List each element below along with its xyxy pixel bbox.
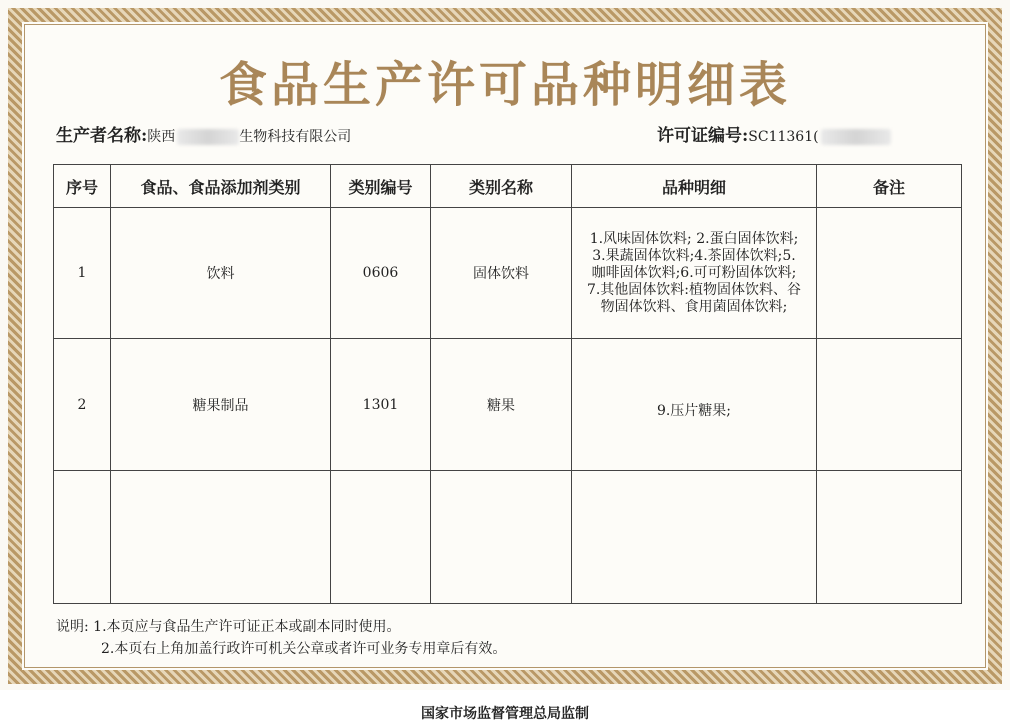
cell-remark bbox=[817, 208, 962, 339]
producer-name-start: 陕西 bbox=[147, 129, 176, 145]
table-row-empty bbox=[54, 471, 962, 604]
cell-category: 糖果制品 bbox=[111, 339, 331, 471]
empty-cell bbox=[431, 471, 572, 604]
license-field bbox=[657, 121, 891, 146]
producer-field bbox=[56, 121, 351, 146]
note-text: 1.本页应与食品生产许可证正本或副本同时使用。 bbox=[93, 619, 401, 635]
producer-name-end: 生物科技有限公司 bbox=[239, 129, 352, 145]
redaction-blur bbox=[821, 129, 891, 145]
header-remark: 备注 bbox=[817, 165, 962, 208]
page-title: 食品生产许可品种明细表 bbox=[218, 57, 791, 113]
detail-line: 3.果蔬固体饮料;4.茶固体饮料;5. bbox=[592, 247, 796, 264]
redaction-blur bbox=[177, 129, 239, 145]
issuer-footer: 国家市场监督管理总局监制 bbox=[421, 706, 589, 722]
empty-cell bbox=[54, 471, 111, 604]
detail-line: 咖啡固体饮料;6.可可粉固体饮料; bbox=[591, 264, 797, 281]
header-name: 类别名称 bbox=[431, 165, 572, 208]
header-code: 类别编号 bbox=[331, 165, 431, 208]
cell-seq: 1 bbox=[54, 208, 111, 339]
empty-cell bbox=[331, 471, 431, 604]
note-line-1 bbox=[56, 616, 506, 638]
header-category: 食品、食品添加剂类别 bbox=[111, 165, 331, 208]
cell-category: 饮料 bbox=[111, 208, 331, 339]
cell-detail bbox=[572, 339, 817, 471]
table-row bbox=[54, 208, 962, 339]
detail-line: 1.风味固体饮料; 2.蛋白固体饮料; bbox=[589, 230, 799, 247]
detail-line: 9.压片糖果; bbox=[656, 403, 732, 419]
cell-remark bbox=[817, 339, 962, 471]
producer-label: 生产者名称: bbox=[56, 126, 148, 146]
cell-seq: 2 bbox=[54, 339, 111, 471]
notes-prefix: 说明: bbox=[56, 619, 89, 635]
empty-cell bbox=[572, 471, 817, 604]
product-table bbox=[53, 164, 962, 604]
license-label: 许可证编号: bbox=[657, 126, 749, 146]
cell-code: 0606 bbox=[331, 208, 431, 339]
table-row bbox=[54, 339, 962, 471]
cell-code: 1301 bbox=[331, 339, 431, 471]
empty-cell bbox=[817, 471, 962, 604]
cell-name: 固体饮料 bbox=[431, 208, 572, 339]
notes bbox=[56, 616, 506, 660]
cell-name: 糖果 bbox=[431, 339, 572, 471]
detail-line: 7.其他固体饮料:植物固体饮料、谷 bbox=[586, 281, 802, 298]
note-line-2: 2.本页右上角加盖行政许可机关公章或者许可业务专用章后有效。 bbox=[101, 641, 507, 657]
header-seq: 序号 bbox=[54, 165, 111, 208]
empty-cell bbox=[111, 471, 331, 604]
header-detail: 品种明细 bbox=[572, 165, 817, 208]
license-number: SC11361( bbox=[748, 129, 819, 145]
cell-detail bbox=[572, 208, 817, 339]
table-header-row bbox=[54, 165, 962, 208]
detail-line: 物固体饮料、食用菌固体饮料; bbox=[600, 298, 788, 315]
